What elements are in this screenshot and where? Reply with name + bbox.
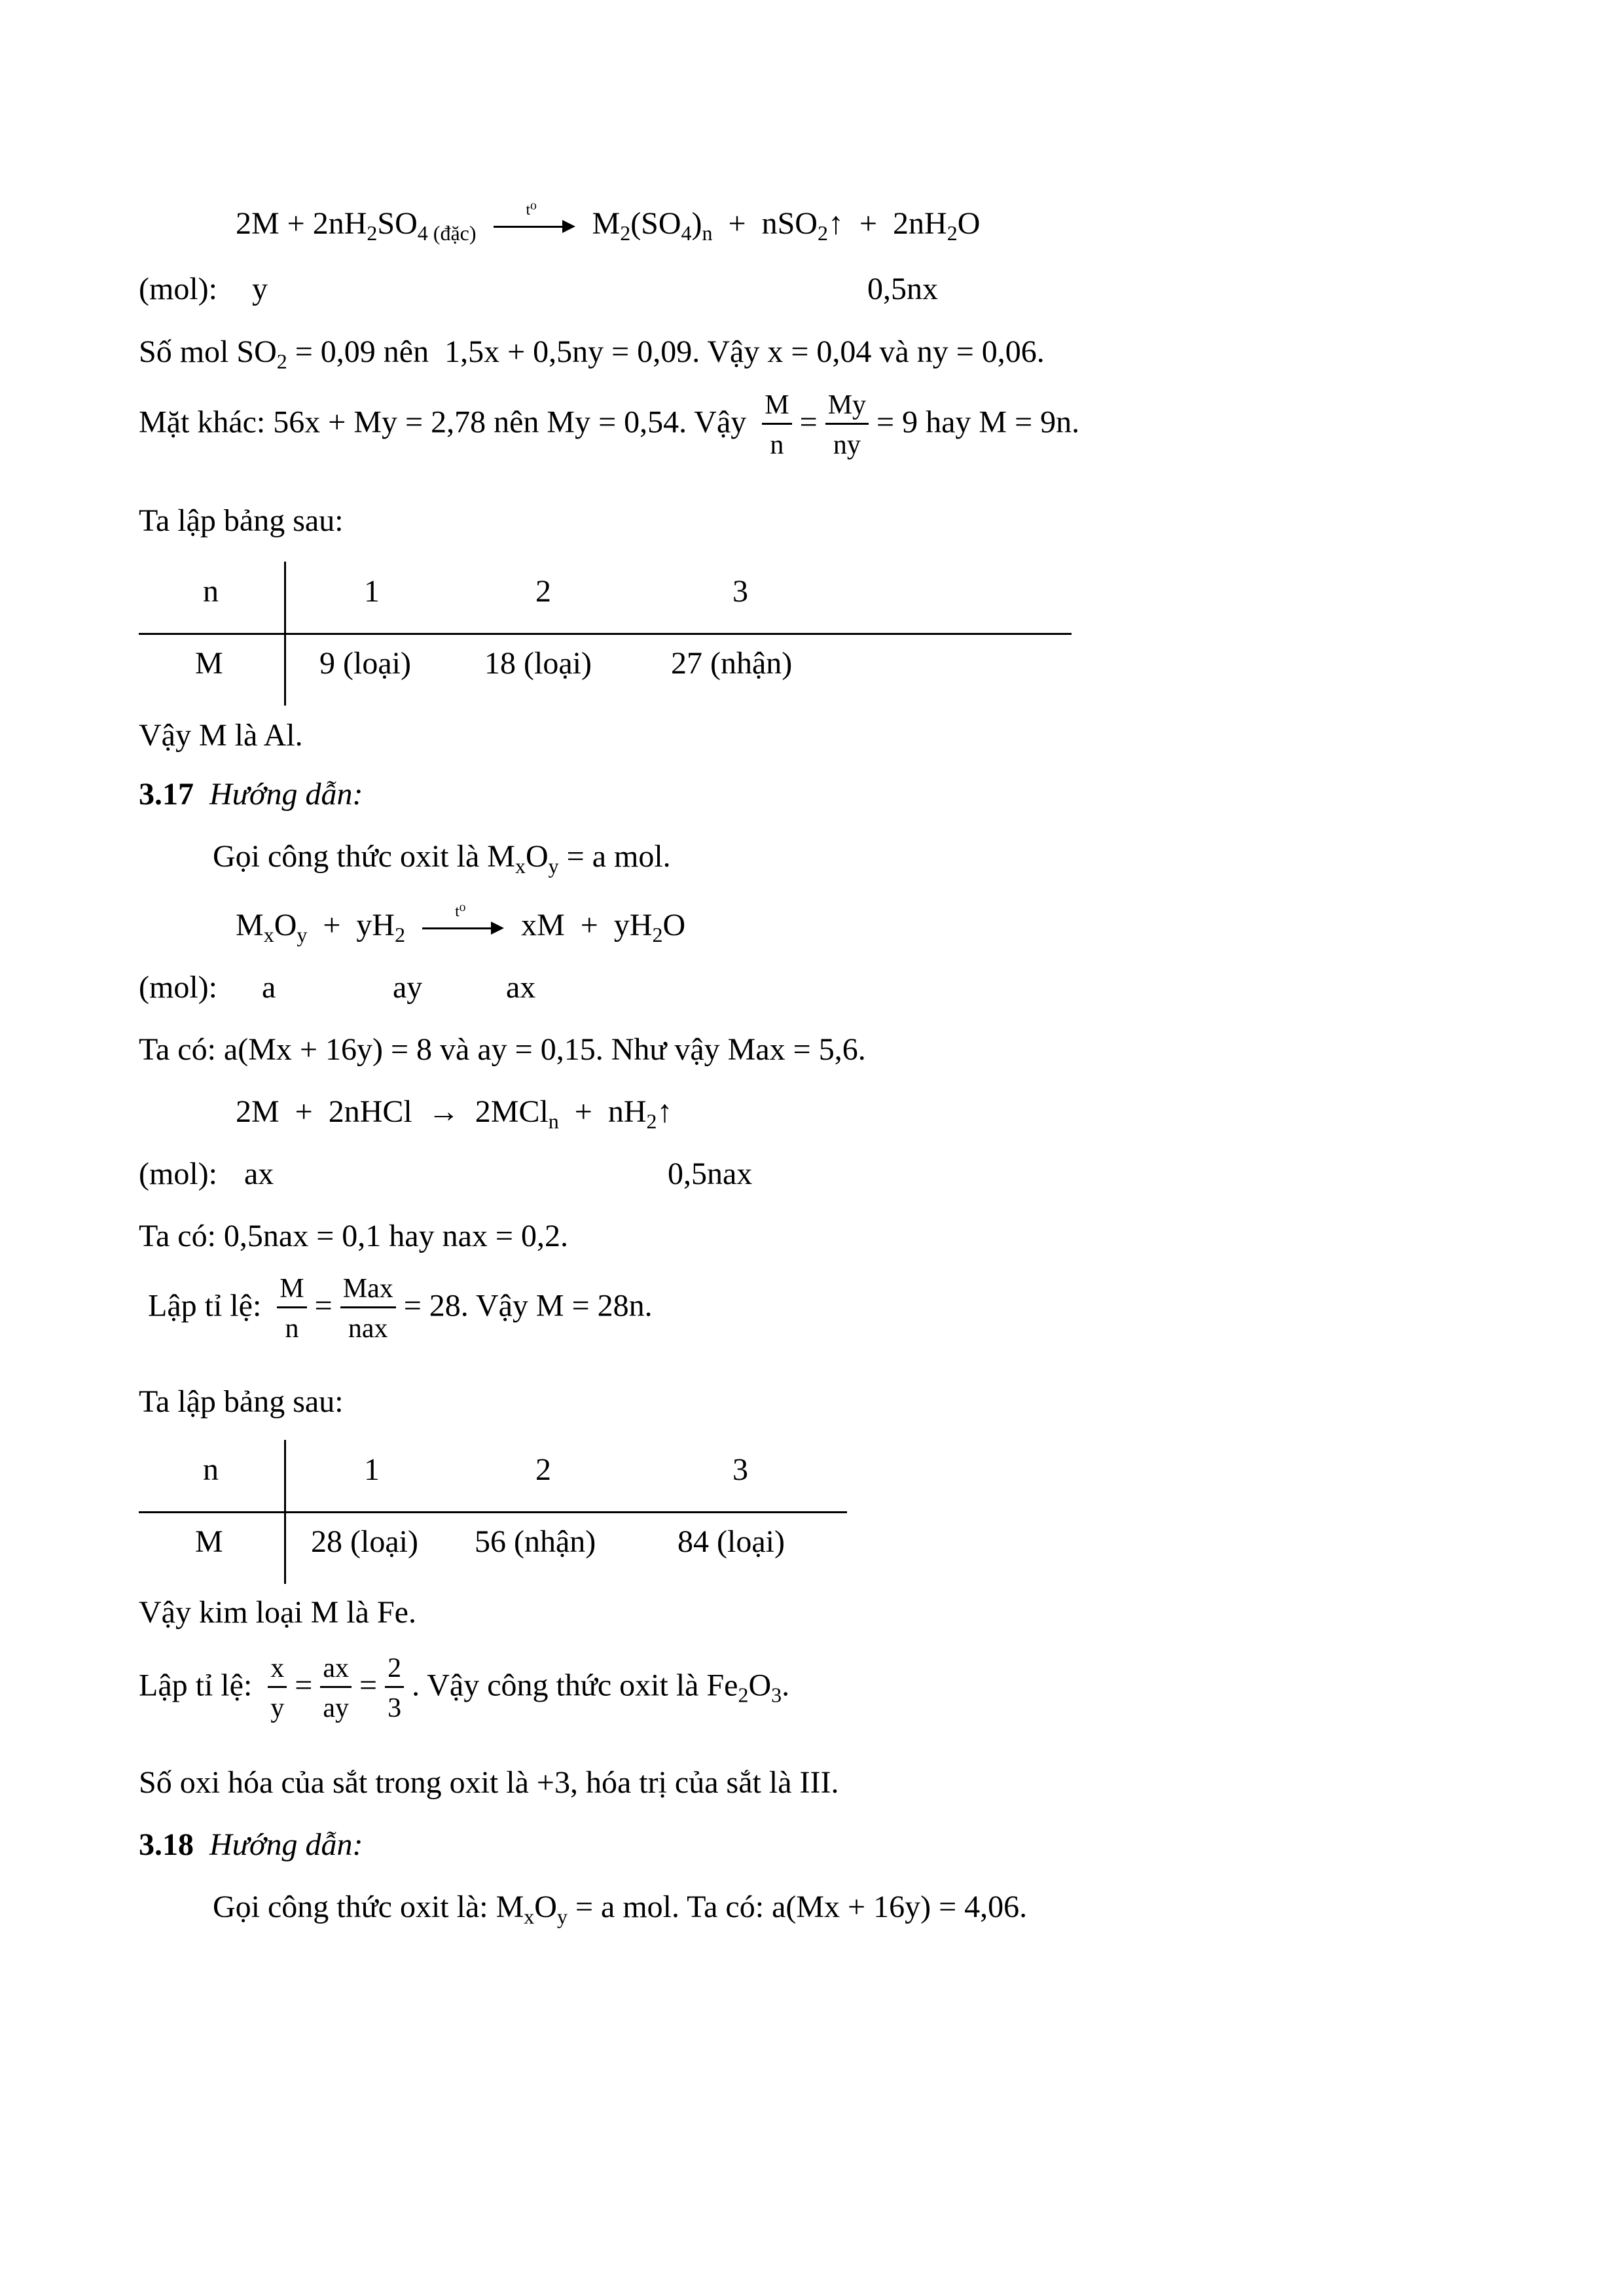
- equation-hcl: 2M + 2nHCl → $2MCl_n + nH_2↑$: [236, 1094, 673, 1133]
- table-cell: 84 (loại): [677, 1524, 785, 1559]
- fraction: $\frac{M}{n}$: [762, 391, 791, 459]
- table-header-cell: n: [203, 1452, 219, 1487]
- text-line-fraction: Lập tỉ lệ: $\frac{x}{y}$ = $\frac{ax}{ay}$ = $\frac{2}{3}$ . Vậy công thức oxit là $Fe_2O_3$.: [139, 1653, 790, 1723]
- table-header-cell: 3: [732, 574, 748, 609]
- text-line: Gọi công thức oxit là $M_xO_y = a$ mol.: [213, 839, 671, 878]
- text-line: Vậy kim loại M là Fe.: [139, 1595, 416, 1630]
- mol-value: 0,5nax: [668, 1157, 753, 1191]
- mol-value-y: y: [252, 272, 268, 306]
- table-cell: 27 (nhận): [671, 646, 793, 681]
- table-cell: M: [195, 1524, 223, 1559]
- table-header-cell: n: [203, 574, 219, 609]
- table-divider: [139, 633, 1072, 635]
- text-line: Gọi công thức oxit là: $M_xO_y = a$ mol. Ta có: a(Mx + 16y) = 4,06.: [213, 1890, 1028, 1928]
- mol-label: (mol):: [139, 1157, 217, 1191]
- mol-value: ax: [506, 970, 536, 1005]
- mol-value-05nx: 0,5nx: [867, 272, 938, 306]
- text-line: Ta có: a(Mx + 16y) = 8 và ay = 0,15. Như vậy Max = 5,6.: [139, 1032, 866, 1067]
- table-header-cell: 3: [732, 1452, 748, 1487]
- table-intro: Ta lập bảng sau:: [139, 1384, 344, 1419]
- reaction-arrow-icon: t⁰: [422, 918, 504, 938]
- section-heading-3-18: 3.18 Hướng dẫn:: [139, 1827, 363, 1862]
- section-heading-3-17: 3.17 Hướng dẫn:: [139, 777, 363, 812]
- text-line-fraction: Mặt khác: 56x + My = 2,78 nên My = 0,54. Vậy $\frac{M}{n}$ = $\frac{My}{ny}$ = 9 hay M = 9n.: [139, 390, 1080, 460]
- table-cell: 9 (loại): [319, 646, 411, 681]
- table-divider: [139, 1511, 847, 1513]
- fraction: $\frac{2}{3}$: [385, 1655, 404, 1722]
- table-cell: 28 (loại): [311, 1524, 418, 1559]
- table-cell: 18 (loại): [484, 646, 592, 681]
- text-line: Số oxi hóa của sắt trong oxit là +3, hóa trị của sắt là III.: [139, 1765, 839, 1800]
- table-cell: 56 (nhận): [475, 1524, 596, 1559]
- equation-reduction: $M_xO_y + yH_2$ t⁰ xM + $yH_2O$: [236, 903, 686, 946]
- fraction: $\frac{My}{ny}$: [825, 391, 869, 459]
- table-header-cell: 1: [364, 1452, 380, 1487]
- fraction: $\frac{M}{n}$: [277, 1275, 306, 1342]
- text-line-fraction: Lập tỉ lệ: $\frac{M}{n}$ = $\frac{\text{Max}}{\text{nax}}$ = 28. Vậy M = 28n.: [148, 1274, 653, 1344]
- mol-label: (mol):: [139, 272, 217, 306]
- equation-h2so4: $2M + 2nH_2SO_{4 (đặc)}$ t⁰ $M_2(SO_4)_n$ + nSO$_2$↑ + $2nH_2O$: [236, 201, 981, 245]
- mol-label: (mol):: [139, 970, 217, 1005]
- mol-value: a: [262, 970, 276, 1005]
- table-header-cell: 1: [364, 574, 380, 609]
- mol-value: ax: [244, 1157, 274, 1191]
- table-intro: Ta lập bảng sau:: [139, 503, 344, 538]
- text-line: Số mol $SO_2 = 0,09$ nên 1,5x + 0,5ny = 0,09. Vậy x = 0,04 và ny = 0,06.: [139, 334, 1045, 373]
- table-header-cell: 2: [535, 574, 551, 609]
- conclusion: Vậy M là Al.: [139, 718, 303, 753]
- table-cell: M: [195, 646, 223, 681]
- fraction: $\frac{x}{y}$: [268, 1655, 287, 1722]
- fraction: $\frac{ax}{ay}$: [320, 1655, 352, 1722]
- mol-value: ay: [393, 970, 423, 1005]
- text-line: Ta có: 0,5nax = 0,1 hay nax = 0,2.: [139, 1219, 568, 1253]
- table-header-cell: 2: [535, 1452, 551, 1487]
- reaction-arrow-icon: t⁰: [494, 217, 575, 236]
- fraction: $\frac{\text{Max}}{\text{nax}}$: [340, 1275, 396, 1342]
